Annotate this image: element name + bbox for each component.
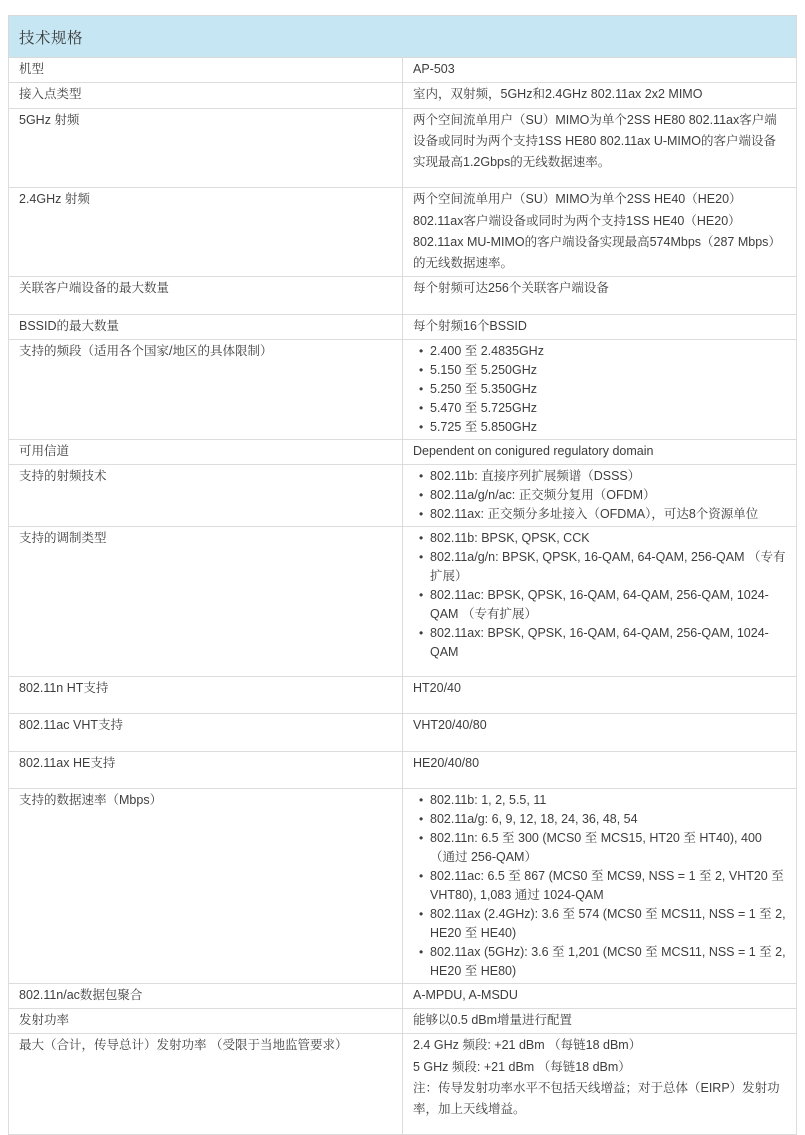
row-label: 支持的射频技术 <box>9 465 403 527</box>
bullet-item: • 5.470 至 5.725GHz <box>430 399 786 418</box>
value-line: HT20/40 <box>413 681 461 695</box>
row-value <box>403 314 797 339</box>
row-value <box>403 339 797 439</box>
bullet-item: • 802.11b: 直接序列扩展频谱（DSSS） <box>430 467 786 486</box>
row-label: 机型 <box>9 58 403 83</box>
row-label: 支持的频段（适用各个国家/地区的具体限制） <box>9 339 403 439</box>
row-value <box>403 527 797 677</box>
bullet-item: • 802.11ax: 正交频分多址接入（OFDMA），可达8个资源单位 <box>430 505 786 524</box>
bullet-item: • 802.11n: 6.5 至 300 (MCS0 至 MCS15, HT20 至 HT40), 400 （通过 256-QAM） <box>430 829 786 867</box>
bullet-item: • 802.11ax (5GHz): 3.6 至 1,201 (MCS0 至 MCS11, NSS = 1 至 2, HE20 至 HE80) <box>430 943 786 981</box>
row-value <box>403 751 797 788</box>
row-label: 支持的数据速率（Mbps） <box>9 788 403 983</box>
table-row <box>9 983 797 1008</box>
table-row <box>9 58 797 83</box>
row-label: 802.11n/ac数据包聚合 <box>9 983 403 1008</box>
row-label: 802.11n HT支持 <box>9 677 403 714</box>
bullet-item: • 802.11a/g/n: BPSK, QPSK, 16-QAM, 64-QAM, 256-QAM （专有扩展） <box>430 548 786 586</box>
row-value <box>403 439 797 464</box>
bullet-item: • 5.150 至 5.250GHz <box>430 361 786 380</box>
row-value <box>403 188 797 277</box>
value-line: 两个空间流单用户（SU）MIMO为单个2SS HE40（HE20）802.11ax客户端设备或同时为两个支持1SS HE40（HE20）802.11ax MU-MIMO的客户端设备实现最高574Mbps（287 Mbps）的无线数据速率。 <box>413 192 781 270</box>
row-label: 支持的调制类型 <box>9 527 403 677</box>
bullet-item: • 5.725 至 5.850GHz <box>430 418 786 437</box>
value-line: 5 GHz 频段: +21 dBm （每链18 dBm） <box>413 1059 631 1074</box>
row-value <box>403 277 797 314</box>
table-row <box>9 677 797 714</box>
row-label: BSSID的最大数量 <box>9 314 403 339</box>
bullet-item: • 802.11ac: BPSK, QPSK, 16-QAM, 64-QAM, 256-QAM, 1024-QAM （专有扩展） <box>430 586 786 624</box>
table-row <box>9 83 797 108</box>
bullet-list <box>413 467 786 524</box>
table-row <box>9 188 797 277</box>
table-row <box>9 527 797 677</box>
row-label: 接入点类型 <box>9 83 403 108</box>
row-value <box>403 1034 797 1135</box>
row-label: 关联客户端设备的最大数量 <box>9 277 403 314</box>
value-line: 2.4 GHz 频段: +21 dBm （每链18 dBm） <box>413 1038 642 1053</box>
value-line: AP-503 <box>413 62 455 76</box>
value-line: Dependent on conigured regulatory domain <box>413 443 654 458</box>
row-value <box>403 83 797 108</box>
row-value <box>403 108 797 188</box>
spec-table <box>8 15 797 1135</box>
bullet-item: • 2.400 至 2.4835GHz <box>430 342 786 361</box>
bullet-item: • 802.11a/g: 6, 9, 12, 18, 24, 36, 48, 54 <box>430 810 786 829</box>
row-value <box>403 1009 797 1034</box>
row-label: 2.4GHz 射频 <box>9 188 403 277</box>
bullet-item: • 802.11ax (2.4GHz): 3.6 至 574 (MCS0 至 MCS11, NSS = 1 至 2, HE20 至 HE40) <box>430 905 786 943</box>
value-line: 每个射频可达256个关联客户端设备 <box>413 281 609 296</box>
value-line: 两个空间流单用户（SU）MIMO为单个2SS HE80 802.11ax客户端设备或同时为两个支持1SS HE80 802.11ax U-MIMO的客户端设备实现最高1.2Gbps的无线数据速率。 <box>413 112 777 169</box>
value-line: A-MPDU, A-MSDU <box>413 987 518 1002</box>
table-row <box>9 751 797 788</box>
row-value <box>403 465 797 527</box>
table-row <box>9 314 797 339</box>
value-line: 每个射频16个BSSID <box>413 318 527 333</box>
bullet-list <box>413 342 786 437</box>
row-label: 发射功率 <box>9 1009 403 1034</box>
value-line: 室内，双射频，5GHz和2.4GHz 802.11ax 2x2 MIMO <box>413 87 703 102</box>
value-line: 能够以0.5 dBm增量进行配置 <box>413 1013 573 1027</box>
table-title: 技术规格 <box>9 16 797 58</box>
table-body <box>9 58 797 1135</box>
table-header <box>9 16 797 58</box>
bullet-item: • 802.11b: BPSK, QPSK, CCK <box>430 529 786 548</box>
value-line: VHT20/40/80 <box>413 718 487 733</box>
value-line: 注：传导发射功率水平不包括天线增益；对于总体（EIRP）发射功率，加上天线增益。 <box>413 1080 780 1116</box>
table-row <box>9 714 797 751</box>
row-value <box>403 714 797 751</box>
bullet-list <box>413 529 786 662</box>
table-row <box>9 1034 797 1135</box>
bullet-list <box>413 791 786 981</box>
table-row <box>9 788 797 983</box>
table-row <box>9 277 797 314</box>
table-row <box>9 108 797 188</box>
bullet-item: • 802.11a/g/n/ac: 正交频分复用（OFDM） <box>430 486 786 505</box>
table-row <box>9 1009 797 1034</box>
bullet-item: • 802.11ac: 6.5 至 867 (MCS0 至 MCS9, NSS = 1 至 2, VHT20 至 VHT80), 1,083 通过 1024-QAM <box>430 867 786 905</box>
value-line: HE20/40/80 <box>413 755 480 770</box>
table-row <box>9 465 797 527</box>
row-label: 最大（合计，传导总计）发射功率 （受限于当地监管要求） <box>9 1034 403 1135</box>
row-value <box>403 983 797 1008</box>
row-label: 5GHz 射频 <box>9 108 403 188</box>
page <box>0 15 805 1135</box>
table-row <box>9 339 797 439</box>
bullet-item: • 5.250 至 5.350GHz <box>430 380 786 399</box>
title-row <box>9 16 797 58</box>
row-value <box>403 58 797 83</box>
bullet-item: • 802.11b: 1, 2, 5.5, 11 <box>430 791 786 810</box>
row-label: 可用信道 <box>9 439 403 464</box>
row-value <box>403 677 797 714</box>
row-label: 802.11ax HE支持 <box>9 751 403 788</box>
row-label: 802.11ac VHT支持 <box>9 714 403 751</box>
row-value <box>403 788 797 983</box>
bullet-item: • 802.11ax: BPSK, QPSK, 16-QAM, 64-QAM, 256-QAM, 1024-QAM <box>430 624 786 662</box>
table-row <box>9 439 797 464</box>
